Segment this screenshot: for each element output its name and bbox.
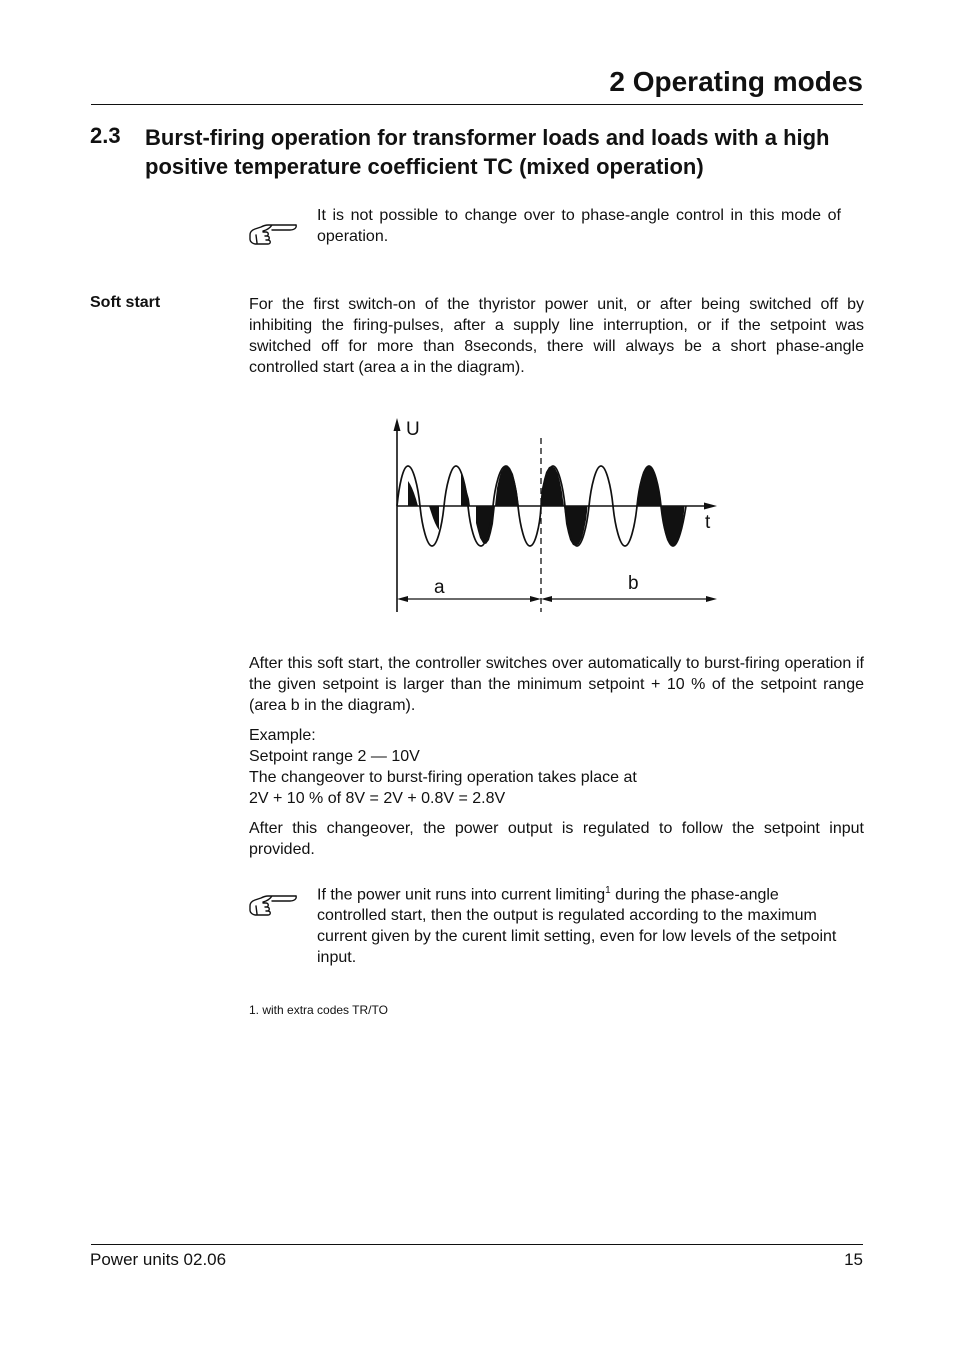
soft-start-paragraph: For the first switch-on of the thyristor power unit, or after being switched off by inhibiting the firing-pulses, after a supply line interruption, or if the setpoint was switched off for more than 8seconds, there will always be a short phase-angle controlled start (area a in the diagram). [249, 296, 864, 376]
section-title: Burst-firing operation for transformer loads and loads with a high positive temperature coefficient TC (mixed operation) [145, 125, 830, 179]
note-current-limiting [317, 880, 841, 968]
footer-document-name: Power units 02.06 [90, 1250, 227, 1269]
area-a-label: a [434, 577, 445, 598]
pointing-hand-icon [246, 216, 298, 246]
example-block [249, 725, 864, 809]
header-rule [91, 104, 863, 105]
example-line-3: 2V + 10 % of 8V = 2V + 0.8V = 2.8V [249, 790, 506, 807]
footnote: 1. with extra codes TR/TO [249, 1003, 388, 1017]
y-axis-label: U [406, 419, 420, 440]
x-axis-label: t [705, 512, 711, 533]
waveform-diagram [380, 398, 730, 616]
footnote-ref[interactable]: 1 [605, 885, 611, 896]
example-line-1: Setpoint range 2 — 10V [249, 748, 420, 765]
footer-rule [91, 1244, 863, 1245]
x-axis-arrow [704, 503, 717, 510]
example-line-2: The changeover to burst-firing operation takes place at [249, 769, 637, 786]
chapter-title: 2 Operating modes [609, 66, 863, 97]
note-text-before: If the power unit runs into current limiting [317, 886, 606, 904]
note-text-after: during the phase-angle controlled start, then the output is regulated according to the maximum current given by the curent limit setting, even for low levels of the setpoint input. [317, 886, 837, 967]
burst-firing-paragraph: After this soft start, the controller switches over automatically to burst-firing operation if the given setpoint is larger than the minimum setpoint + 10 % of the setpoint range (area b in the diagram). [249, 655, 864, 714]
area-b-label: b [628, 573, 639, 594]
y-axis-arrow [394, 418, 401, 431]
margin-label-soft-start: Soft start [90, 294, 161, 311]
changeover-paragraph: After this changeover, the power output is regulated to follow the setpoint input provided. [249, 820, 864, 858]
note-no-phase-angle: It is not possible to change over to phase-angle control in this mode of operation. [317, 207, 841, 245]
pointing-hand-icon [246, 887, 298, 917]
page-number: 15 [844, 1250, 863, 1269]
section-number: 2.3 [90, 123, 121, 148]
example-heading: Example: [249, 727, 316, 744]
